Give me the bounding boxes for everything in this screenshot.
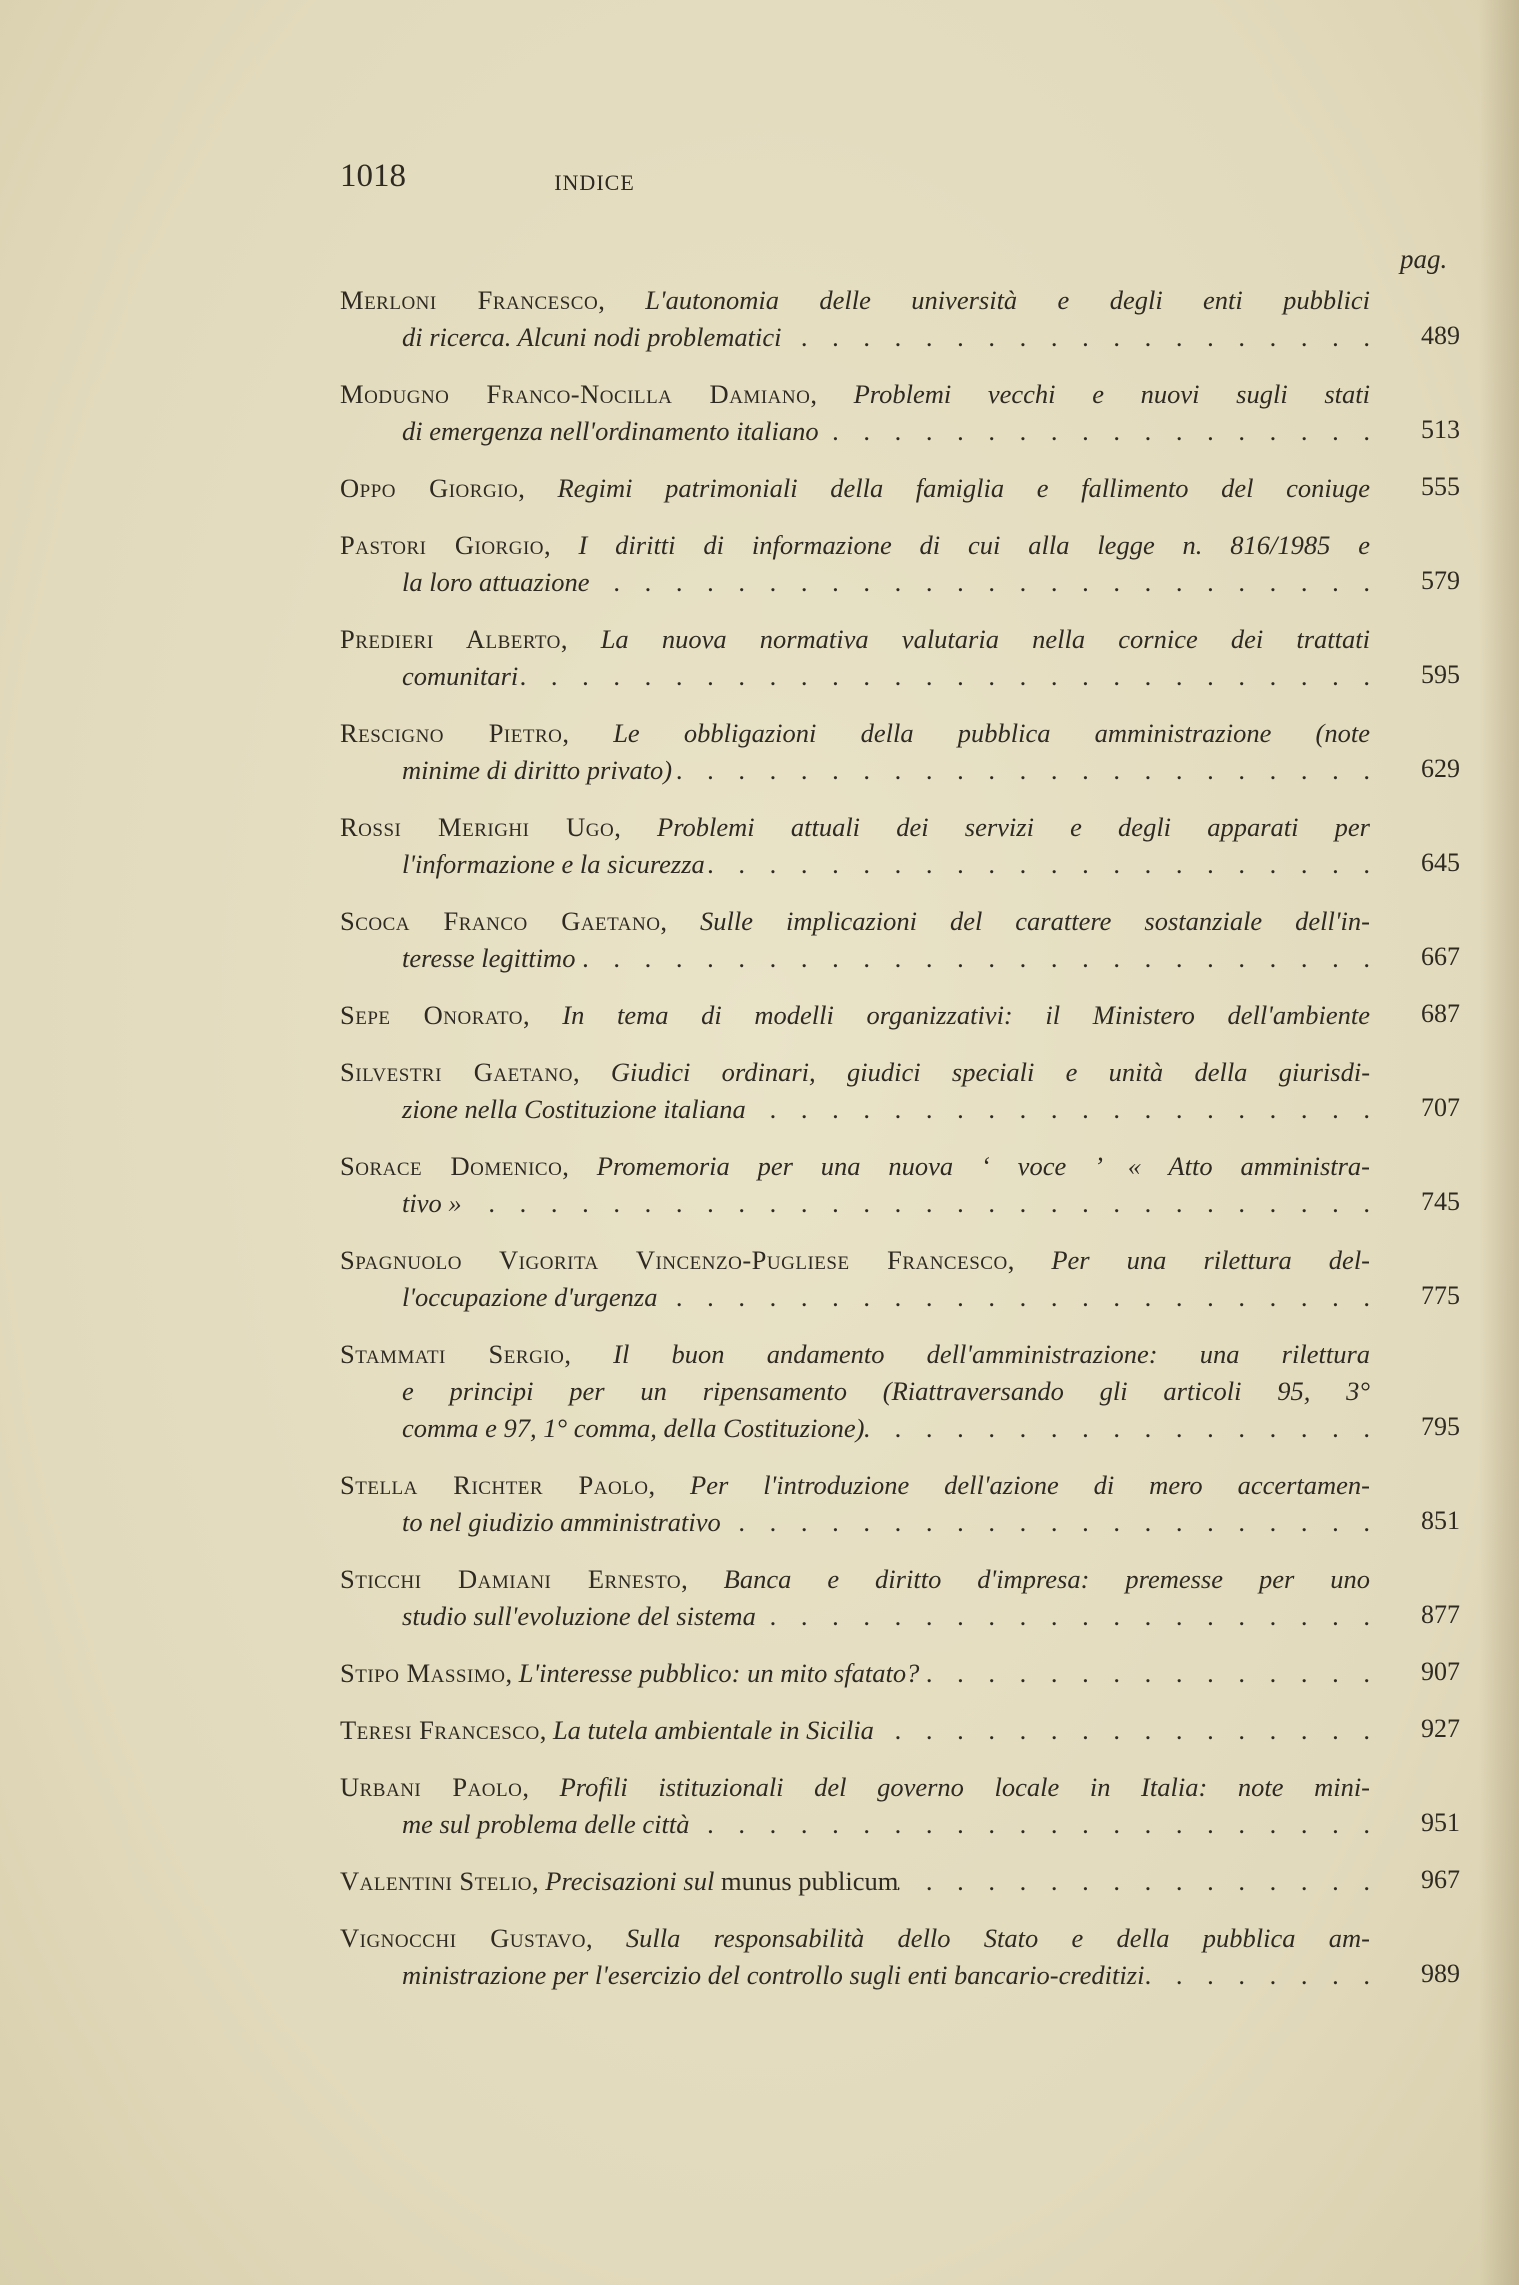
entry-title-text: di ricerca. Alcuni nodi problematici — [402, 322, 782, 352]
entry-title-text: munus publicum — [720, 1866, 899, 1896]
dot-leader — [589, 564, 1370, 601]
entry-title-text: Sulle implicazioni del carattere sostanziale dell'in- — [700, 906, 1370, 936]
entry-page-number: 775 — [1421, 1281, 1460, 1310]
index-entry — [340, 903, 1460, 977]
entry-page-number: 907 — [1421, 1657, 1460, 1686]
entry-title-text: Profili istituzionali del governo locale in Italia: note mini- — [559, 1772, 1370, 1802]
entry-title-text: to nel giudizio amministrativo — [402, 1507, 721, 1537]
entry-title-text: Regimi patrimoniali della famiglia e fallimento del coniuge — [557, 473, 1370, 503]
entry-page-number: 629 — [1421, 754, 1460, 783]
entry-line — [340, 658, 1370, 695]
entry-title-text: Problemi attuali dei servizi e degli apparati per — [657, 812, 1370, 842]
entry-title-text: tivo » — [402, 1188, 462, 1218]
dot-leader — [462, 1185, 1370, 1222]
entry-line-text — [402, 940, 575, 977]
entry-line — [340, 1504, 1370, 1541]
entry-title-text: Promemoria per una nuova ‘ voce ’ « Atto amministra- — [596, 1151, 1370, 1181]
entry-title-text: L'autonomia delle università e degli enti pubblici — [645, 285, 1370, 315]
entry-line: Urbani Paolo, Profili istituzionali del governo locale in Italia: note mini- — [340, 1772, 1370, 1802]
index-entry — [340, 1467, 1460, 1541]
entry-line-text — [402, 1279, 657, 1316]
entry-page-number: 513 — [1421, 415, 1460, 444]
entry-line: Stammati Sergio, Il buon andamento dell'amministrazione: una rilettura — [340, 1339, 1370, 1369]
dot-leader — [518, 658, 1370, 695]
entry-line-text — [402, 1806, 690, 1843]
entry-line-text — [402, 413, 819, 450]
running-title-text: INDICE — [554, 170, 635, 195]
entry-title-text: Sulla responsabilità dello Stato e della pubblica am- — [625, 1923, 1370, 1953]
page-number: 1018 — [340, 158, 406, 194]
entry-line-text — [402, 564, 589, 601]
entry-title-text: studio sull'evoluzione del sistema — [402, 1601, 756, 1631]
entry-title-text: La tutela ambientale in Sicilia — [552, 1715, 874, 1745]
entry-line: Rossi Merighi Ugo, Problemi attuali dei servizi e degli apparati per — [340, 812, 1370, 842]
entry-line: Silvestri Gaetano, Giudici ordinari, giudici speciali e unità della giurisdi- — [340, 1057, 1370, 1087]
entry-title-text: l'occupazione d'urgenza — [402, 1282, 658, 1312]
entry-author: Rescigno Pietro — [340, 718, 563, 748]
entry-line-text — [402, 1957, 1144, 1994]
entry-line — [340, 1279, 1370, 1316]
entry-author: Predieri Alberto — [340, 624, 561, 654]
index-entry — [340, 621, 1460, 695]
entry-line: Pastori Giorgio, I diritti di informazione di cui alla legge n. 816/1985 e — [340, 530, 1370, 560]
entry-title-text: me sul problema delle città — [402, 1809, 690, 1839]
entry-author: Sorace Domenico — [340, 1151, 563, 1181]
entry-line — [340, 752, 1370, 789]
entry-title-text: I diritti di informazione di cui alla legge n. 816/1985 e — [578, 530, 1370, 560]
dot-leader — [874, 1712, 1370, 1749]
index-entry-list — [340, 282, 1460, 2014]
entry-page-number: 967 — [1421, 1865, 1460, 1894]
index-entry — [340, 1769, 1460, 1843]
entry-line-text — [402, 1504, 721, 1541]
entry-line-text — [402, 846, 705, 883]
entry-line: Vignocchi Gustavo, Sulla responsabilità dello Stato e della pubblica am- — [340, 1923, 1370, 1953]
dot-leader — [721, 1504, 1370, 1541]
entry-line-text — [402, 752, 672, 789]
entry-title-text: Problemi vecchi e nuovi sugli stati — [853, 379, 1370, 409]
index-entry — [340, 997, 1460, 1034]
entry-line — [340, 1957, 1370, 1994]
index-entry — [340, 1054, 1460, 1128]
entry-author: Silvestri Gaetano — [340, 1057, 573, 1087]
entry-page-number: 687 — [1421, 999, 1460, 1028]
entry-title-text: Le obbligazioni della pubblica amministrazione (note — [613, 718, 1370, 748]
entry-author: Stipo Massimo — [340, 1658, 506, 1688]
entry-line: Predieri Alberto, La nuova normativa valutaria nella cornice dei trattati — [340, 624, 1370, 654]
entry-title-text: Banca e diritto d'impresa: premesse per uno — [723, 1564, 1370, 1594]
entry-title-text: Per una rilettura del- — [1051, 1245, 1370, 1275]
entry-line: Scoca Franco Gaetano, Sulle implicazioni del carattere sostanziale dell'in- — [340, 906, 1370, 936]
index-entry — [340, 470, 1460, 507]
entry-author: Modugno Franco-Nocilla Damiano — [340, 379, 811, 409]
index-entry — [340, 1655, 1460, 1692]
entry-line — [340, 1863, 1370, 1900]
entry-author: Stella Richter Paolo — [340, 1470, 649, 1500]
entry-title-text: e principi per un ripensamento (Riattraversando gli articoli 95, 3° — [402, 1376, 1370, 1406]
entry-author: Oppo Giorgio — [340, 473, 519, 503]
index-entry — [340, 715, 1460, 789]
entry-line-text — [402, 319, 782, 356]
index-entry — [340, 282, 1460, 356]
entry-title-text: comunitari — [402, 661, 519, 691]
dot-leader — [746, 1091, 1370, 1128]
entry-title-text: La nuova normativa valutaria nella cornice dei trattati — [600, 624, 1370, 654]
entry-line-text — [402, 1598, 756, 1635]
entry-page-number: 989 — [1421, 1959, 1460, 1988]
entry-line-text: Stipo Massimo, L'interesse pubblico: un mito sfatato? — [340, 1658, 920, 1688]
entry-author: Valentini Stelio — [340, 1866, 533, 1896]
entry-line: Stella Richter Paolo, Per l'introduzione dell'azione di mero accertamen- — [340, 1470, 1370, 1500]
entry-line-text: Valentini Stelio, Precisazioni sul munus publicum — [340, 1866, 899, 1896]
entry-line: Spagnuolo Vigorita Vincenzo-Pugliese Francesco, Per una rilettura del- — [340, 1245, 1370, 1275]
entry-line — [340, 413, 1370, 450]
entry-line: Sorace Domenico, Promemoria per una nuova ‘ voce ’ « Atto amministra- — [340, 1151, 1370, 1181]
entry-line — [340, 940, 1370, 977]
entry-title-text: di emergenza nell'ordinamento italiano — [402, 416, 819, 446]
dot-leader — [1144, 1957, 1370, 1994]
entry-page-number: 489 — [1421, 321, 1460, 350]
dot-leader — [865, 1410, 1370, 1447]
dot-leader — [756, 1598, 1370, 1635]
entry-page-number: 667 — [1421, 942, 1460, 971]
entry-page-number: 927 — [1421, 1714, 1460, 1743]
dot-leader — [690, 1806, 1370, 1843]
index-entry — [340, 1712, 1460, 1749]
dot-leader — [672, 752, 1370, 789]
entry-line — [340, 1373, 1370, 1410]
entry-title-text: Giudici ordinari, giudici speciali e unità della giurisdi- — [610, 1057, 1370, 1087]
entry-title-text: L'interesse pubblico: un mito sfatato? — [518, 1658, 920, 1688]
entry-line-text: Teresi Francesco, La tutela ambientale in Sicilia — [340, 1715, 874, 1745]
entry-line-text — [402, 1185, 462, 1222]
dot-leader — [657, 1279, 1370, 1316]
entry-line: Oppo Giorgio, Regimi patrimoniali della famiglia e fallimento del coniuge — [340, 473, 1370, 503]
dot-leader — [919, 1655, 1370, 1692]
index-entry — [340, 1242, 1460, 1316]
entry-page-number: 851 — [1421, 1506, 1460, 1535]
entry-line: Merloni Francesco, L'autonomia delle università e degli enti pubblici — [340, 285, 1370, 315]
entry-page-number: 645 — [1421, 848, 1460, 877]
entry-line-text — [402, 658, 518, 695]
entry-title-text: Precisazioni sul — [545, 1866, 721, 1896]
entry-title-text: ministrazione per l'esercizio del controllo sugli enti bancario-creditizi — [402, 1960, 1145, 1990]
entry-line — [340, 1655, 1370, 1692]
entry-title-text: zione nella Costituzione italiana — [402, 1094, 746, 1124]
entry-title-text: comma e 97, 1° comma, della Costituzione) — [402, 1413, 865, 1443]
entry-page-number: 555 — [1421, 472, 1460, 501]
dot-leader — [819, 413, 1370, 450]
index-entry — [340, 1920, 1460, 1994]
entry-line — [340, 1091, 1370, 1128]
entry-page-number: 951 — [1421, 1808, 1460, 1837]
entry-line — [340, 846, 1370, 883]
entry-line — [340, 1185, 1370, 1222]
entry-line — [340, 1598, 1370, 1635]
entry-line — [340, 564, 1370, 601]
entry-line: Rescigno Pietro, Le obbligazioni della pubblica amministrazione (note — [340, 718, 1370, 748]
entry-title-text: Per l'introduzione dell'azione di mero accertamen- — [690, 1470, 1370, 1500]
entry-title-text: Il buon andamento dell'amministrazione: una rilettura — [613, 1339, 1370, 1369]
index-entry — [340, 1863, 1460, 1900]
entry-author: Vignocchi Gustavo — [340, 1923, 587, 1953]
entry-author: Rossi Merighi Ugo — [340, 812, 615, 842]
dot-leader — [705, 846, 1370, 883]
dot-leader — [898, 1863, 1370, 1900]
entry-page-number: 579 — [1421, 566, 1460, 595]
entry-line-text — [402, 1410, 865, 1447]
entry-page-number: 595 — [1421, 660, 1460, 689]
running-title — [0, 170, 1519, 196]
entry-title-text: l'informazione e la sicurezza — [402, 849, 705, 879]
pag-column-label: pag. — [1400, 244, 1448, 274]
index-entry — [340, 1336, 1460, 1447]
dot-leader — [575, 940, 1370, 977]
entry-author: Spagnuolo Vigorita Vincenzo-Pugliese Francesco — [340, 1245, 1008, 1275]
entry-author: Sepe Onorato — [340, 1000, 524, 1030]
entry-author: Scoca Franco Gaetano — [340, 906, 661, 936]
entry-title-text: teresse legittimo — [402, 943, 576, 973]
entry-author: Sticchi Damiani Ernesto — [340, 1564, 682, 1594]
entry-page-number: 745 — [1421, 1187, 1460, 1216]
entry-title-text: la loro attuazione — [402, 567, 590, 597]
page-edge-shadow — [1479, 0, 1519, 2285]
index-entry — [340, 527, 1460, 601]
entry-author: Stammati Sergio — [340, 1339, 565, 1369]
entry-page-number: 877 — [1421, 1600, 1460, 1629]
entry-line: Modugno Franco-Nocilla Damiano, Problemi vecchi e nuovi sugli stati — [340, 379, 1370, 409]
index-entry — [340, 1148, 1460, 1222]
entry-author: Teresi Francesco — [340, 1715, 540, 1745]
index-entry — [340, 376, 1460, 450]
entry-page-number: 707 — [1421, 1093, 1460, 1122]
index-entry — [340, 1561, 1460, 1635]
entry-line — [340, 1410, 1370, 1447]
entry-author: Urbani Paolo — [340, 1772, 523, 1802]
entry-page-number: 795 — [1421, 1412, 1460, 1441]
entry-line — [340, 1806, 1370, 1843]
entry-line: Sticchi Damiani Ernesto, Banca e diritto d'impresa: premesse per uno — [340, 1564, 1370, 1594]
entry-author: Merloni Francesco — [340, 285, 599, 315]
entry-line — [340, 1712, 1370, 1749]
entry-line — [340, 319, 1370, 356]
index-entry — [340, 809, 1460, 883]
entry-author: Pastori Giorgio — [340, 530, 544, 560]
entry-line: Sepe Onorato, In tema di modelli organizzativi: il Ministero dell'ambiente — [340, 1000, 1370, 1030]
entry-line-text — [402, 1091, 746, 1128]
dot-leader — [782, 319, 1370, 356]
entry-title-text: minime di diritto privato) — [402, 755, 673, 785]
entry-title-text: In tema di modelli organizzativi: il Ministero dell'ambiente — [562, 1000, 1370, 1030]
